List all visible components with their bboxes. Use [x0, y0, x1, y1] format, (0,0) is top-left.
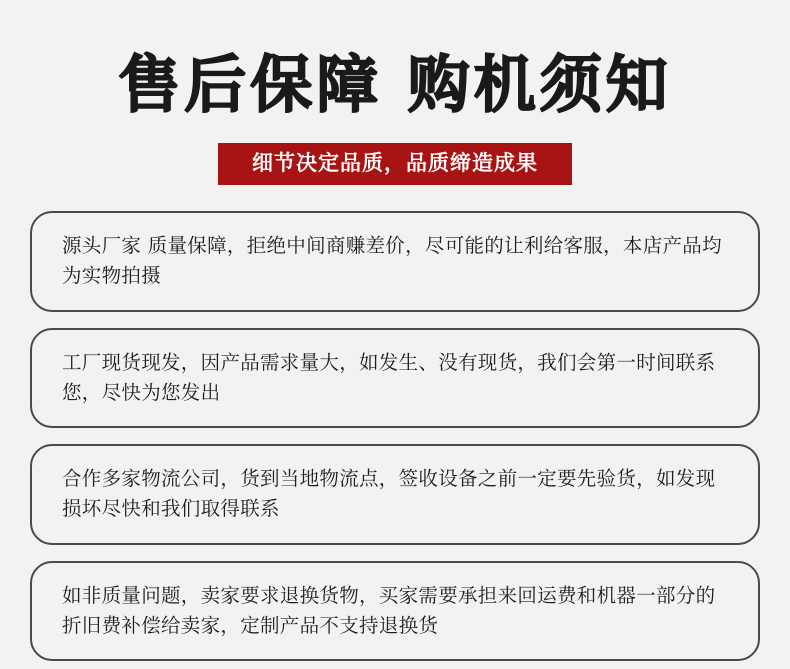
- list-item: [30, 211, 760, 311]
- subtitle-banner-wrap: [0, 143, 790, 185]
- list-item: [30, 328, 760, 428]
- notice-list: [30, 211, 760, 661]
- subtitle-banner: 细节决定品质，品质缔造成果: [218, 143, 572, 185]
- notice-text: 工厂现货现发，因产品需求量大，如发生、没有现货，我们会第一时间联系您，尽快为您发出: [62, 350, 716, 404]
- page-title: 售后保障 购机须知: [118, 48, 672, 121]
- list-item: [30, 561, 760, 661]
- list-item: [30, 444, 760, 544]
- notice-text: 合作多家物流公司，货到当地物流点，签收设备之前一定要先验货，如发现损坏尽快和我们取得联系: [62, 467, 716, 521]
- notice-text: 如非质量问题，卖家要求退换货物，买家需要承担来回运费和机器一部分的折旧费补偿给卖家，定制产品不支持退换货: [62, 583, 716, 637]
- notice-text: 源头厂家 质量保障，拒绝中间商赚差价，尽可能的让利给客服，本店产品均为实物拍摄: [62, 234, 722, 288]
